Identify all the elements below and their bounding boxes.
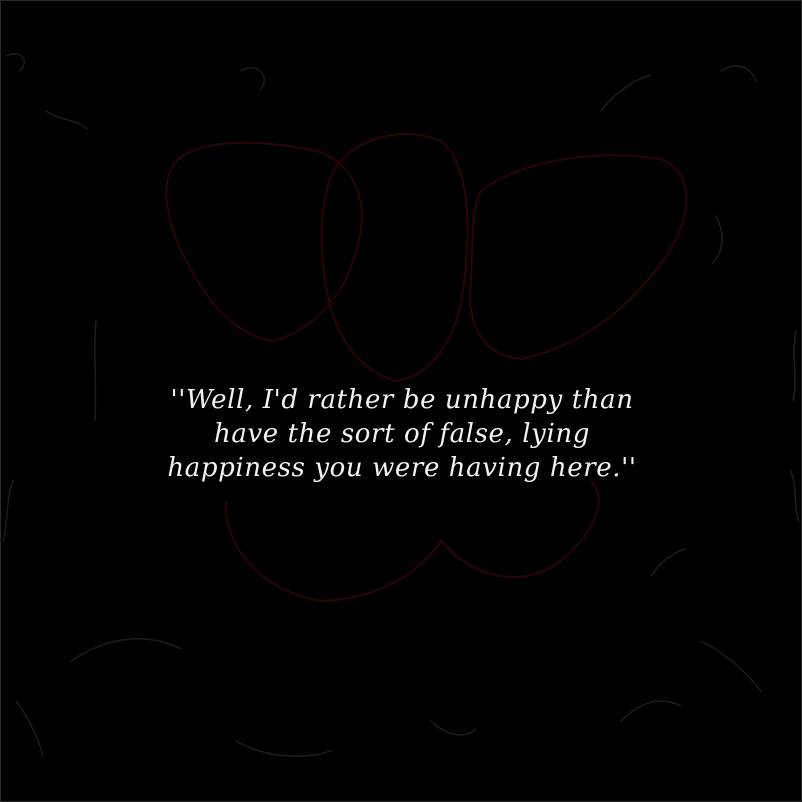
petal-center [322, 134, 468, 381]
petal-bottom [226, 481, 599, 601]
quote-text: ''Well, I'd rather be unhappy than have the sort of false, lying happiness you were having here.'' [167, 385, 637, 483]
petal-right [470, 155, 686, 359]
flower-petals [166, 134, 686, 601]
